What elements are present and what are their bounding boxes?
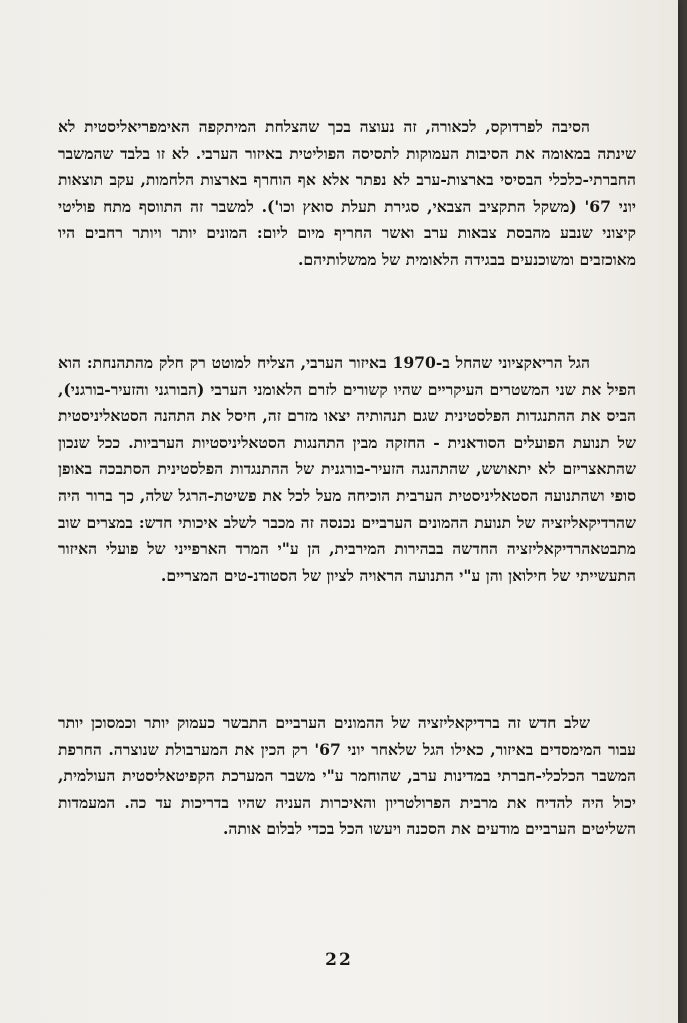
paragraph-2-text: הגל הריאקציוני שהחל ב-1970 באיזור הערבי, הצליח למוטט רק חלק מהתהנחת: הוא הפיל את שני המשטרים העיקריים שהיו קשורים לזרם הלאומני הערבי (הבורגני והזעיר-בורגני), הביס את ההתנגדות הפלסטינית שגם תנהותיה יצאו מזרם זה, חיסל את התהנה הסטאליניסטית של תנועת הפועלים הסודאנית - החזקה מבין התהנגות הסטאליניסטיות הערביות. ככל שנכון שהתאצריזם לא יתאושש, שהתהנגה הזעיר-בורגנית של ההתנגדות הפלסטינית הסתבכה באופן סופי ושהתנועה הסטאליניסטית הערבית הוכיחה מעל לכל את פשיטת-הרגל שלה, כך ברור היה שהרדיקאליזציה של תנועת ההמונים הערביים נכנסה זה מכבר לשלב איכותי חדש: במצרים שוב מתבטאהרדיקאליזציה החדשה בבהירות המירבית, הן ע"י המרד הארפייני של פועלי האיזור התעשייתי של חילואן והן ע"י התנועה הראויה לציון של הסטודנ-טים המצריים. — [58, 353, 636, 585]
paragraph-1 — [58, 114, 636, 274]
paragraph-3 — [58, 710, 636, 843]
page-number: 22 — [325, 950, 353, 970]
paragraph-1-text: הסיבה לפרדוקס, לכאורה, זה נעוצה בכך שהצלחת המיתקפה האימפריאליסטית לא שינתה במאומה את הסיבות העמוקות לתסיסה הפוליטית באיזור הערבי. לא זו בלבד שהמשבר החברתי-כלכלי הבסיסי בארצות-ערב לא נפתר אלא אף הוחרף בארצות הלחמות, עקב תוצאות יוני 67' (משקל התקציב הצבאי, סגירת תעלת סואץ וכו'). למשבר זה התווסף מתח פוליטי קיצוני שנבע מהבסת צבאות ערב ואשר החריף מיום ליום: המונים יותר ויותר רחבים היו מאוכזבים ומשוכנעים בבגידה הלאומית של ממשלותיהם. — [58, 117, 636, 269]
paragraph-2 — [58, 350, 636, 589]
paragraph-3-text: שלב חדש זה ברדיקאליזציה של ההמונים הערביים התבשר כעמוק יותר וכמסוכן יותר עבור המימסדים באיזור, כאילו הגל שלאחר יוני 67' רק הכין את המערבולת שנוצרה. החרפת המשבר הכלכלי-חברתי במדינות ערב, שהוחמר ע"י משבר המערכת הקפיטאליסטית העולמית, יכול היה להדיח את מרבית הפרולטריון והאיכרות העניה שהיו בדריכות עד כה. המעמדות השליטים הערביים מודעים את הסכנה ויעשו הכל בכדי לבלום אותה. — [58, 713, 636, 839]
